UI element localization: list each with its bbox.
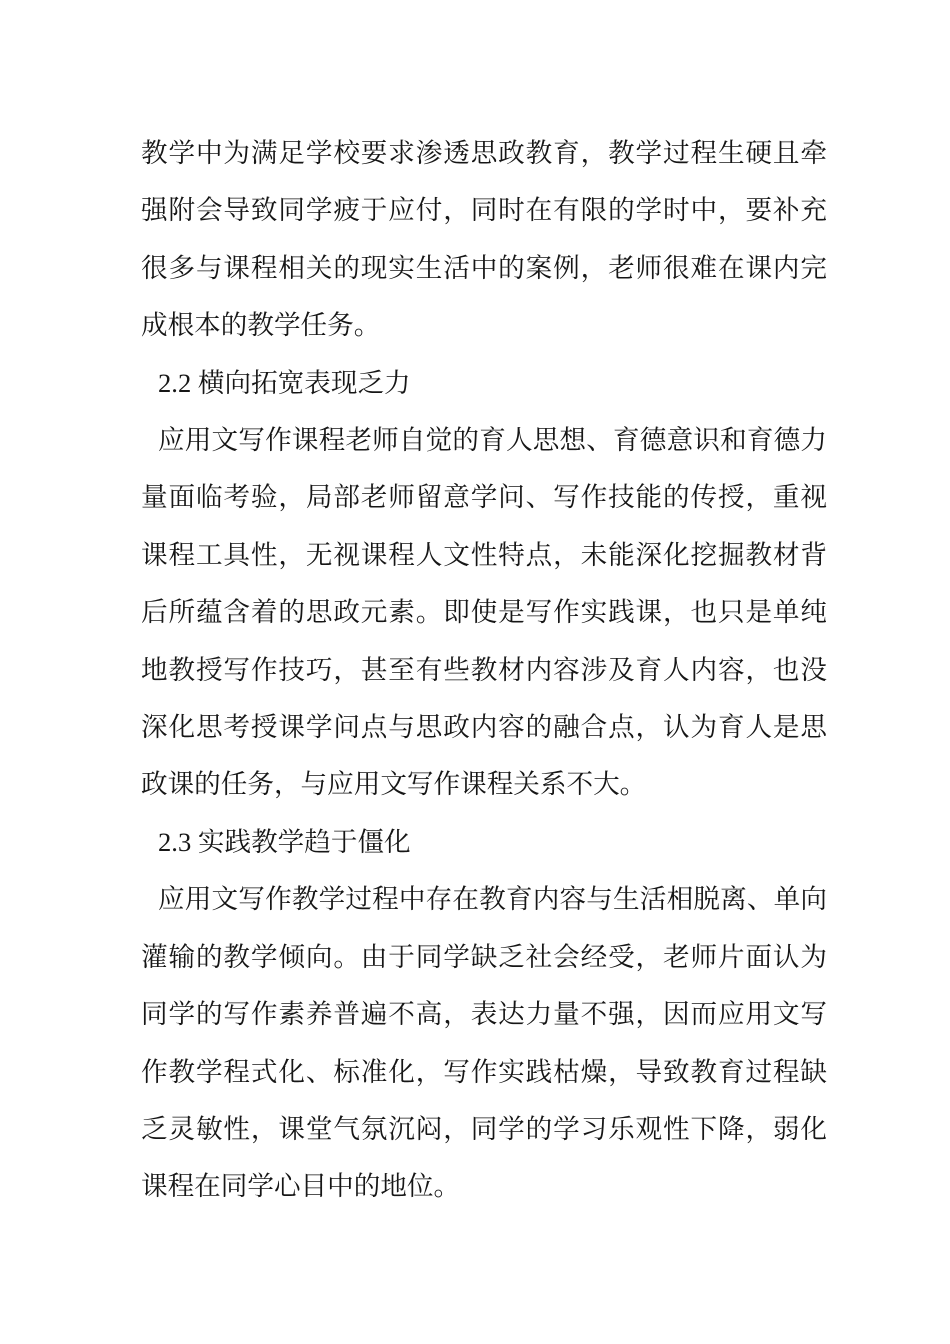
- paragraph: 应用文写作课程老师自觉的育人思想、育德意识和育德力量面临考验，局部老师留意学问、写作技能的传授，重视课程工具性，无视课程人文性特点，未能深化挖掘教材背后所蕴含着的思政元素。即使是写作实践课，也只是单纯地教授写作技巧，甚至有些教材内容涉及育人内容，也没深化思考授课学问点与思政内容的融合点，认为育人是思政课的任务，与应用文写作课程关系不大。: [141, 425, 827, 800]
- section-heading: 2.3 实践教学趋于僵化: [158, 826, 411, 857]
- section-heading: 2.2 横向拓宽表现乏力: [158, 367, 411, 398]
- document-content: [141, 125, 827, 1216]
- paragraph: 教学中为满足学校要求渗透思政教育，教学过程生硬且牵强附会导致同学疲于应付，同时在有限的学时中，要补充很多与课程相关的现实生活中的案例，老师很难在课内完成根本的教学任务。: [141, 138, 827, 341]
- paragraph: 应用文写作教学过程中存在教育内容与生活相脱离、单向灌输的教学倾向。由于同学缺乏社会经受，老师片面认为同学的写作素养普遍不高，表达力量不强，因而应用文写作教学程式化、标准化，写作实践枯燥，导致教育过程缺乏灵敏性，课堂气氛沉闷，同学的学习乐观性下降，弱化课程在同学心目中的地位。: [141, 884, 827, 1202]
